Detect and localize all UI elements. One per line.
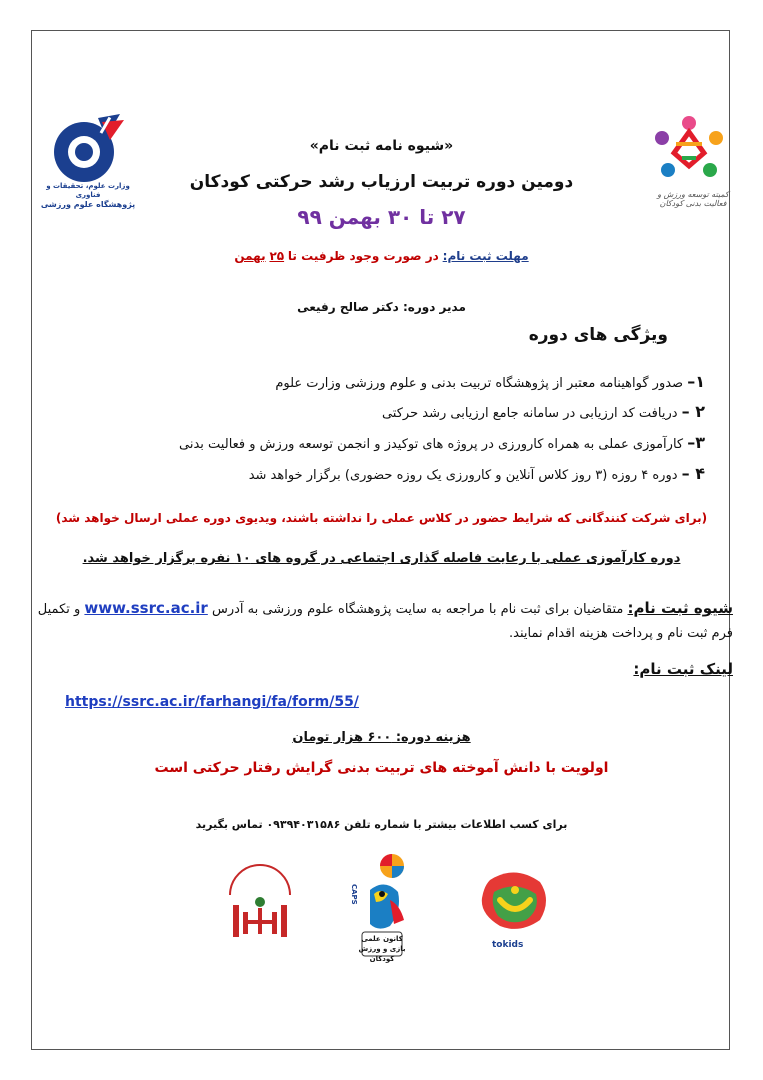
registration-method-text: متقاضیان برای ثبت نام با مراجعه به سایت پژوهشگاه علوم ورزشی به آدرس xyxy=(211,602,624,617)
feature-text: دریافت کد ارزیابی در سامانه جامع ارزیابی رشد حرکتی xyxy=(381,406,678,421)
course-director: مدیر دوره: دکتر صالح رفیعی xyxy=(297,300,466,314)
feature-item xyxy=(275,372,705,391)
children-sport-committee-caption: کمیته توسعه ورزش و فعالیت بدنی کودکان xyxy=(657,190,729,208)
priority-notice: اولویت با دانش آموخته های تربیت بدنی گرایش رفتار حرکتی است xyxy=(154,760,609,776)
course-fee: هزینه دوره: ۶۰۰ هزار تومان xyxy=(292,730,471,745)
registration-link-label: لینک ثبت نام: xyxy=(633,660,733,678)
feature-number: ۱– xyxy=(687,372,705,391)
feature-text: کارآموزی عملی به همراه کارورزی در پروژه های توکیدز و انجمن توسعه ورزش و فعالیت بدنی xyxy=(179,437,684,452)
sport-center-logo xyxy=(215,860,305,960)
deadline-text: در صورت وجود ظرفیت تا xyxy=(287,249,439,263)
feature-item xyxy=(249,464,705,483)
feature-number: ۲ – xyxy=(681,402,705,421)
deadline-month: بهمن xyxy=(234,249,266,263)
feature-number: ۳– xyxy=(687,433,705,452)
caps-caption: کانون علمی بازی و ورزش کودکان xyxy=(358,935,406,963)
ssrc-logo-caption: وزارت علوم، تحقیقات و فناوری پژوهشگاه علوم ورزشی xyxy=(40,182,136,209)
registration-link[interactable]: https://ssrc.ac.ir/farhangi/fa/form/55/ xyxy=(65,694,359,710)
tokids-logo xyxy=(470,870,560,960)
feature-item xyxy=(179,433,705,452)
caps-letters: CAPS xyxy=(350,884,358,905)
contact-info: برای کسب اطلاعات بیشتر با شماره تلفن ۰۹۳۹۴۰۳۱۵۸۶ تماس بگیرید xyxy=(195,818,568,831)
feature-text: دوره ۴ روزه (۳ روز کلاس آنلاین و کارورزی یک روزه حضوری) برگزار خواهد شد xyxy=(248,468,678,483)
registration-method xyxy=(28,596,733,646)
caps-logo xyxy=(340,850,420,970)
features-heading: ویژگی های دوره xyxy=(528,325,668,345)
course-dates: ۲۷ تا ۳۰ بهمن ۹۹ xyxy=(297,205,466,229)
workshop-notice: دوره کارآموزی عملی با رعایت فاصله گذاری اجتماعی در گروه های ۱۰ نفره برگزار خواهد شد. xyxy=(82,551,681,566)
title-line-1: «شیوه نامه ثبت نام» xyxy=(309,138,454,154)
ssrc-website-link[interactable]: www.ssrc.ac.ir xyxy=(84,599,208,617)
deadline-day: ۲۵ xyxy=(269,249,285,263)
registration-method-text-end: و تکمیل فرم ثبت نام و پرداخت هزینه اقدام نمایند. xyxy=(37,602,733,641)
feature-number: ۴ – xyxy=(681,464,705,483)
registration-deadline xyxy=(0,249,763,263)
online-video-note: (برای شرکت کنندگانی که شرایط حضور در کلاس عملی را نداشته باشند، ویدیوی دوره عملی ارسال خواهد شد) xyxy=(55,511,708,525)
tokids-caption: tokids xyxy=(492,940,524,950)
deadline-label: مهلت ثبت نام: xyxy=(442,249,529,263)
registration-method-label: شیوه ثبت نام: xyxy=(627,599,733,617)
title-line-2: دومین دوره تربیت ارزیاب رشد حرکتی کودکان xyxy=(189,172,574,192)
feature-text: صدور گواهینامه معتبر از پژوهشگاه تربیت بدنی و علوم ورزشی وزارت علوم xyxy=(275,376,684,391)
feature-item xyxy=(382,402,705,421)
